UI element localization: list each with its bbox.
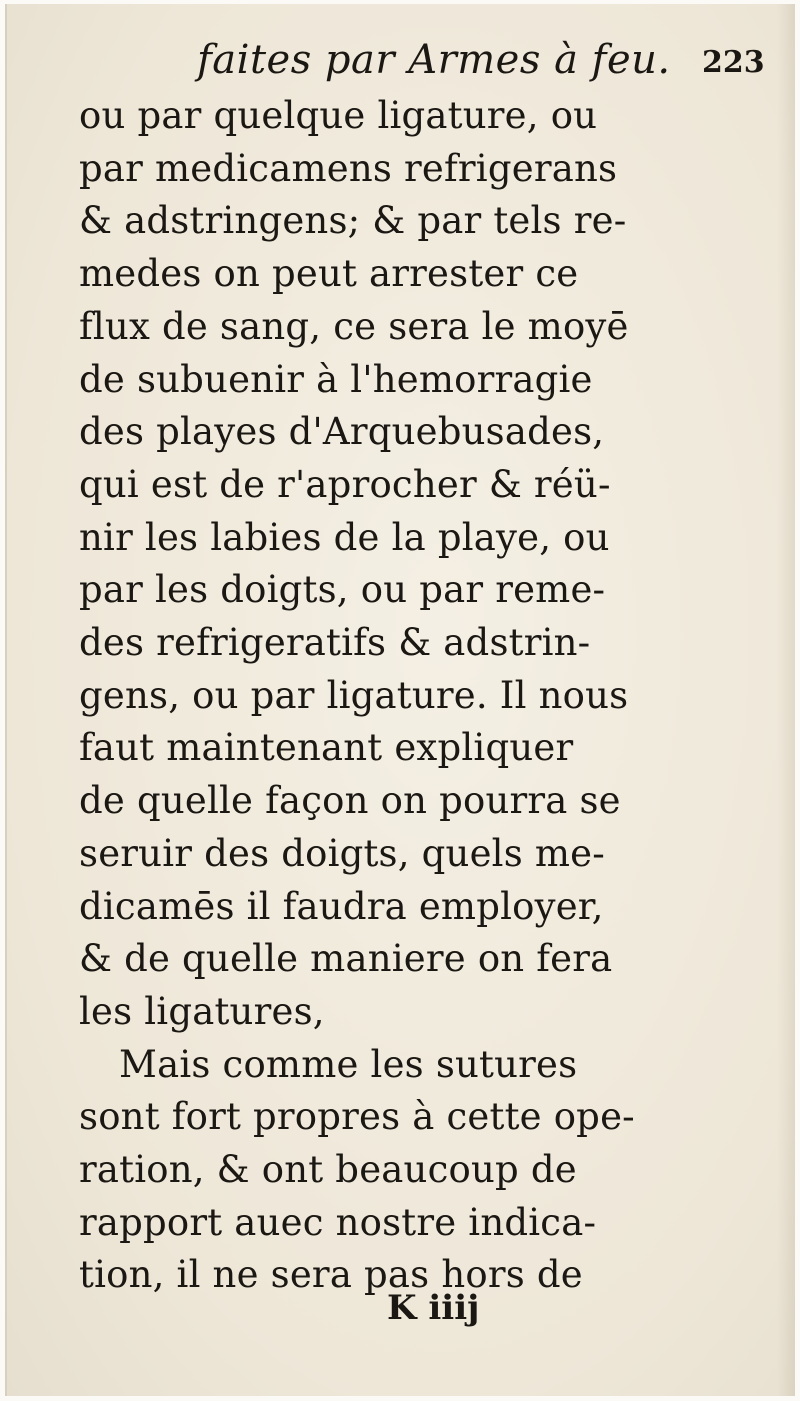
text-line: des refrigeratifs & adstrin- — [79, 621, 591, 665]
body-text — [79, 90, 639, 1302]
page-edge-shadow — [777, 4, 795, 1396]
book-page — [5, 4, 795, 1396]
text-line: & de quelle maniere on fera — [79, 937, 613, 981]
text-line: des playes d'Arquebusades, — [79, 410, 605, 454]
text-line: gens, ou par ligature. Il nous — [79, 673, 629, 717]
text-line: flux de sang, ce sera le moyē — [79, 304, 629, 348]
text-line: par medicamens refrigerans — [79, 146, 618, 190]
text-line: nir les labies de la playe, ou — [79, 515, 610, 559]
text-line: sont fort propres à cette ope- — [79, 1095, 635, 1139]
page-number: 223 — [702, 45, 765, 80]
text-line: qui est de r'aprocher & réü- — [79, 462, 611, 506]
text-line: faut maintenant expliquer — [79, 726, 574, 770]
text-line: ou par quelque ligature, ou — [79, 94, 598, 137]
text-line: de subuenir à l'hemorragie — [79, 357, 593, 401]
text-line: & adstringens; & par tels re- — [79, 199, 627, 243]
running-title: faites par Armes à feu. — [197, 37, 671, 83]
text-line: seruir des doigts, quels me- — [79, 831, 605, 875]
text-line: les ligatures, — [79, 989, 325, 1033]
text-line: ration, & ont beaucoup de — [79, 1148, 577, 1192]
text-line: medes on peut arrester ce — [79, 252, 579, 296]
text-line: rapport auec nostre indica- — [79, 1200, 597, 1244]
text-line paragraph-start: Mais comme les sutures — [119, 1042, 578, 1086]
text-line: tion, il ne sera pas hors de — [79, 1253, 583, 1297]
signature-mark: K iiij — [387, 1288, 480, 1328]
text-line: par les doigts, ou par reme- — [79, 568, 606, 612]
text-line: de quelle façon on pourra se — [79, 779, 621, 823]
text-line: dicamēs il faudra employer, — [79, 884, 604, 928]
